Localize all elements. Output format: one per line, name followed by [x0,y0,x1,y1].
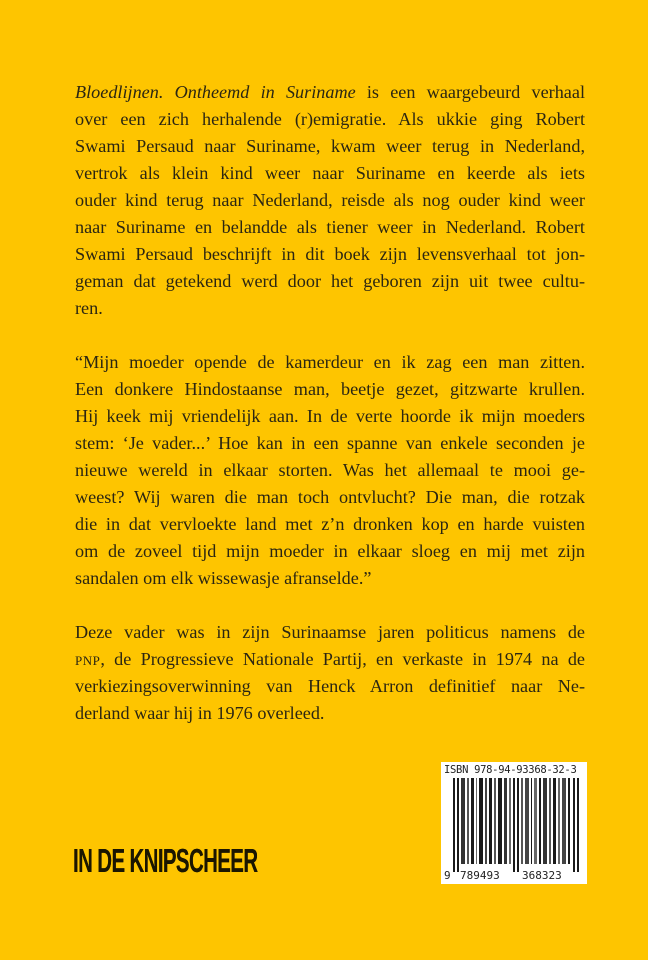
blurb-paragraph-3 [75,619,585,727]
book-title-italic: Bloedlijnen. Ontheemd in Suriname [75,82,356,102]
publisher-logo [73,842,371,879]
quote-line: nieuwe wereld in elkaar storten. Was het allemaal te mooi ge- [75,460,585,480]
blurb-line: derland waar hij in 1976 overleed. [75,703,325,723]
isbn-barcode [441,762,587,884]
quote-line: die in dat vervloekte land met z’n dronken kop en harde vuisten [75,514,585,534]
quote-line: sandalen om elk wissewasje afranselde.” [75,568,372,588]
blurb-line: verkiezingsoverwinning van Henck Arron definitief naar Ne- [75,676,585,696]
isbn-label: ISBN 978-94-93368-32-3 [444,764,577,776]
blurb-text [75,79,585,754]
blurb-line: Swami Persaud naar Suriname, kwam weer terug in Nederland, [75,136,585,156]
blurb-line: over een zich herhalende (r)emigratie. Als ukkie ging Robert [75,109,585,129]
barcode-digit-group-1: 789493 [460,869,500,882]
publisher-logo-text: IN DE KNIPSCHEER [73,842,258,879]
blurb-line: naar Suriname en belandde als tiener weer in Nederland. Robert [75,217,585,237]
quote-line: weest? Wij waren die man toch ontvlucht? Die man, die rotzak [75,487,585,507]
barcode-digit-first: 9 [444,869,451,882]
party-abbreviation: pnp [75,649,101,669]
blurb-line: pnp, de Progressieve Nationale Partij, en verkaste in 1974 na de [75,649,585,669]
blurb-line: Deze vader was in zijn Surinaamse jaren politicus namens de [75,622,585,642]
quote-line: om de zoveel tijd mijn moeder in elkaar sloeg en mij met zijn [75,541,585,561]
blurb-line: Bloedlijnen. Ontheemd in Suriname is een waargebeurd verhaal [75,82,585,102]
blurb-line: geman dat getekend werd door het geboren zijn uit twee cultu- [75,271,585,291]
quote-paragraph [75,349,585,592]
quote-line: Hij keek mij vriendelijk aan. In de verte hoorde ik mijn moeders [75,406,585,426]
blurb-line: Swami Persaud beschrijft in dit boek zijn levensverhaal tot jon- [75,244,585,264]
blurb-line: ouder kind terug naar Nederland, reisde als nog ouder kind weer [75,190,585,210]
quote-line: “Mijn moeder opende de kamerdeur en ik zag een man zitten. [75,352,585,372]
quote-line: Een donkere Hindostaanse man, beetje gezet, gitzwarte krullen. [75,379,585,399]
quote-line: stem: ‘Je vader...’ Hoe kan in een spanne van enkele seconden je [75,433,585,453]
barcode-bars-icon [453,778,579,872]
blurb-paragraph-1 [75,79,585,322]
blurb-line: vertrok als klein kind weer naar Suriname en keerde als iets [75,163,585,183]
barcode-digit-group-2: 368323 [522,869,562,882]
blurb-line: ren. [75,298,103,318]
